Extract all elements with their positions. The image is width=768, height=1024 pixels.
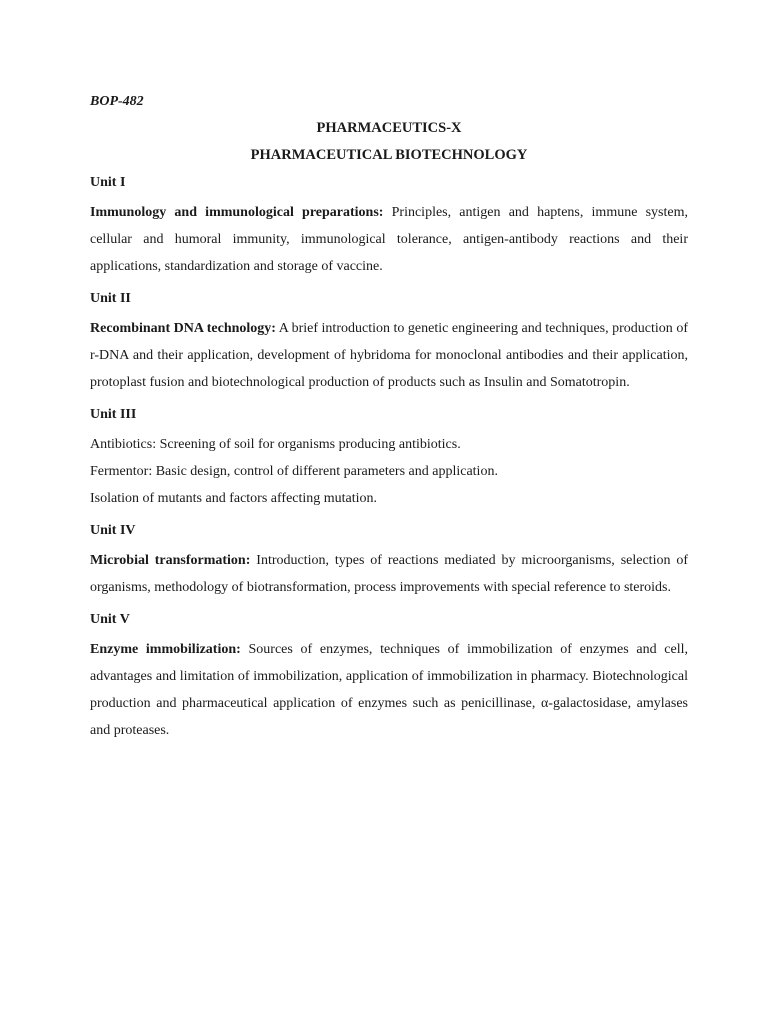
- unit-1-text: Principles, antigen and haptens, immune system, cellular and humoral immunity, immunological tolerance, antigen-antibody reactions and their applications, standardization and storage of vaccine.: [90, 205, 688, 274]
- unit-4-heading: Unit IV: [90, 523, 136, 538]
- unit-4-section: [90, 521, 688, 601]
- document-content: [90, 92, 688, 750]
- unit-5-text: Sources of enzymes, techniques of immobilization of enzymes and cell, advantages and limitation of immobilization, application of immobilization in pharmacy. Biotechnological production and pharmaceutical application of enzymes such as penicillinase, α-galactosidase, amylases and proteases.: [90, 642, 688, 738]
- unit-1-lead: Immunology and immunological preparations:: [90, 205, 384, 220]
- unit-5-section: [90, 610, 688, 744]
- course-code: BOP-482: [90, 94, 144, 109]
- unit-3-section: [90, 405, 688, 512]
- unit-5-heading: Unit V: [90, 612, 130, 627]
- unit-3-line: Fermentor: Basic design, control of different parameters and application.: [90, 464, 498, 479]
- unit-2-paragraph: [90, 315, 688, 396]
- unit-3-heading: Unit III: [90, 407, 137, 422]
- unit-1-heading: Unit I: [90, 175, 126, 190]
- unit-5-lead: Enzyme immobilization:: [90, 642, 241, 657]
- unit-5-paragraph: [90, 636, 688, 744]
- unit-3-lines: [90, 431, 688, 512]
- document-title: PHARMACEUTICS-X: [316, 120, 462, 136]
- document-subtitle: PHARMACEUTICAL BIOTECHNOLOGY: [250, 147, 528, 163]
- unit-4-paragraph: [90, 547, 688, 601]
- unit-2-lead: Recombinant DNA technology:: [90, 321, 276, 336]
- unit-2-section: [90, 289, 688, 396]
- unit-2-text: A brief introduction to genetic engineering and techniques, production of r-DNA and their application, development of hybridoma for monoclonal antibodies and their application, protoplast fusion and biotechnological production of products such as Insulin and Somatotropin.: [90, 321, 688, 390]
- unit-1-section: [90, 173, 688, 280]
- unit-4-text: Introduction, types of reactions mediated by microorganisms, selection of organisms, methodology of biotransformation, process improvements with special reference to steroids.: [90, 553, 689, 595]
- unit-2-heading: Unit II: [90, 291, 131, 306]
- unit-3-line: Isolation of mutants and factors affecting mutation.: [90, 491, 378, 506]
- unit-3-line: Antibiotics: Screening of soil for organisms producing antibiotics.: [90, 437, 461, 452]
- unit-4-lead: Microbial transformation:: [90, 553, 251, 568]
- unit-1-paragraph: [90, 199, 688, 280]
